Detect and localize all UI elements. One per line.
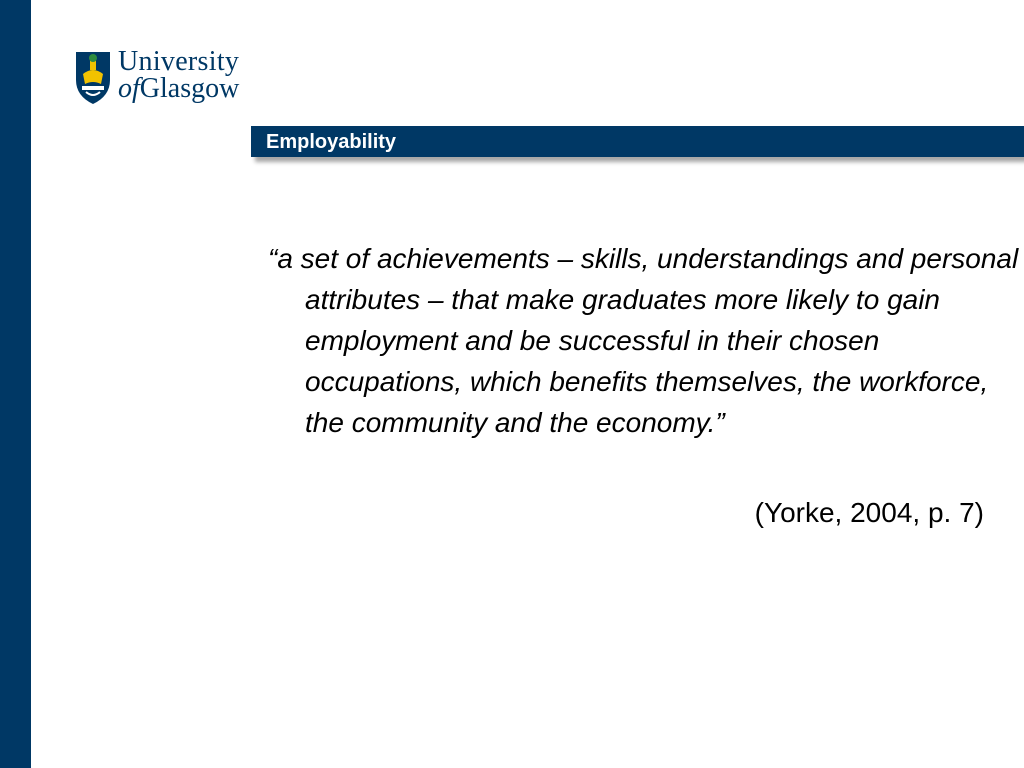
- logo-wordmark-university: University: [118, 46, 240, 77]
- quote-citation: (Yorke, 2004, p. 7): [754, 497, 984, 528]
- university-logo: [74, 46, 254, 106]
- slide-title-bar: [251, 126, 1024, 157]
- definition-quote: “a set of achievements – skills, understandings and personal attributes – that make graduates more likely to gain employment and be successful in their chosen occupations, which benefits themselves, the workforce, the community and the economy.”: [268, 243, 1019, 438]
- left-accent-bar: [0, 0, 31, 768]
- university-crest-icon: [74, 50, 112, 106]
- slide-title: Employability: [266, 131, 397, 153]
- logo-wordmark-glasgow: [118, 75, 239, 103]
- logo-wordmark-of: of: [118, 73, 140, 104]
- logo-wordmark-glasgow-text: Glasgow: [139, 73, 240, 104]
